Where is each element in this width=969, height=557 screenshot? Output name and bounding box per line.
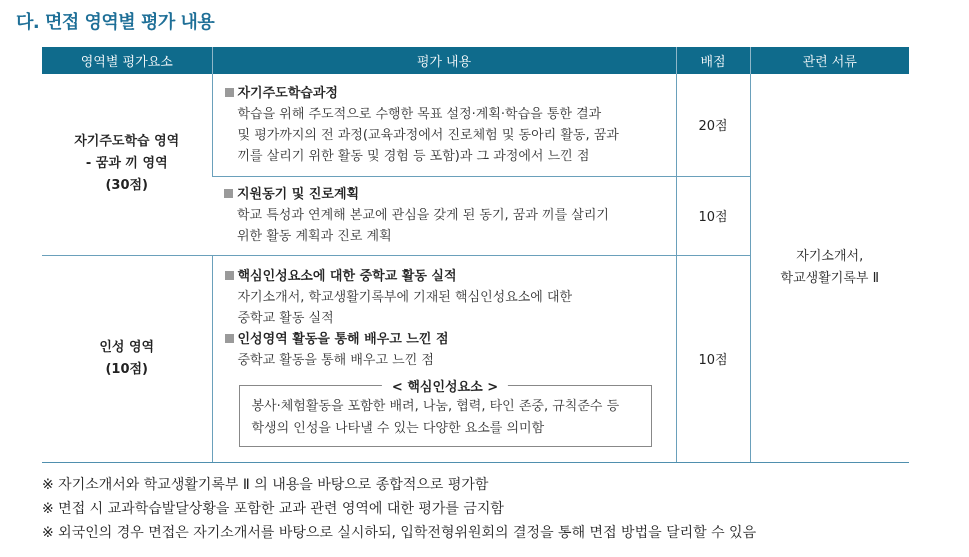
score-cell: 10점 xyxy=(676,176,750,255)
item-desc-line: 학교 특성과 연계해 본교에 관심을 갖게 된 동기, 꿈과 끼를 살리기 xyxy=(237,208,609,223)
area-score-line: (10점) xyxy=(105,361,149,377)
section-title: 다. 면접 영역별 평가 내용 xyxy=(16,12,215,33)
core-values-title: < 핵심인성요소 > xyxy=(382,376,508,395)
square-bullet-icon xyxy=(224,189,233,198)
square-bullet-icon xyxy=(225,271,234,280)
header-documents: 관련 서류 xyxy=(750,47,909,74)
footnotes xyxy=(42,473,756,545)
item-desc-line: 중학교 활동을 통해 배우고 느낀 점 xyxy=(237,353,434,368)
square-bullet-icon xyxy=(225,334,234,343)
header-content: 평가 내용 xyxy=(212,47,676,74)
item-heading: 인성영역 활동을 통해 배우고 느낀 점 xyxy=(225,329,666,350)
related-documents-cell xyxy=(750,74,909,462)
area-score-line: (30점) xyxy=(105,178,149,194)
area-name-line: 인성 영역 xyxy=(99,339,155,355)
item-desc-line: 자기소개서, 학교생활기록부에 기재된 핵심인성요소에 대한 xyxy=(237,290,573,305)
area-self-directed xyxy=(42,74,212,255)
content-cell xyxy=(212,176,676,255)
item-desc-line: 학습을 위해 주도적으로 수행한 목표 설정·계획·학습을 통한 결과 xyxy=(237,106,602,122)
item-heading: 자기주도학습과정 xyxy=(225,83,666,104)
footnote: ※ 외국인의 경우 면접은 자기소개서를 바탕으로 실시하되, 입학전형위원회의 결정을 통해 면접 방법을 달리할 수 있음 xyxy=(42,525,757,541)
area-name-line: - 꿈과 끼 영역 xyxy=(85,156,168,172)
item-heading: 지원동기 및 진로계획 xyxy=(224,184,666,205)
footnote: ※ 면접 시 교과학습발달상황을 포함한 교과 관련 영역에 대한 평가를 금지함 xyxy=(42,501,504,517)
table-row xyxy=(42,74,909,176)
content-cell xyxy=(212,74,676,176)
item-desc-line: 위한 활동 계획과 진로 계획 xyxy=(237,229,392,244)
item-desc-line: 끼를 살리기 위한 활동 및 경험 등 포함)과 그 과정에서 느낀 점 xyxy=(237,148,590,164)
core-values-line: 학생의 인성을 나타낼 수 있는 다양한 요소를 의미함 xyxy=(251,421,545,436)
footnote: ※ 자기소개서와 학교생활기록부 Ⅱ 의 내용을 바탕으로 종합적으로 평가함 xyxy=(42,477,489,493)
core-values-box xyxy=(239,380,652,447)
square-bullet-icon xyxy=(225,88,234,97)
table-header-row xyxy=(42,47,909,74)
item-heading: 핵심인성요소에 대한 중학교 활동 실적 xyxy=(225,266,666,287)
item-desc-line: 중학교 활동 실적 xyxy=(237,311,334,326)
core-values-line: 봉사·체험활동을 포함한 배려, 나눔, 협력, 타인 존중, 규칙준수 등 xyxy=(251,399,620,414)
score-cell: 20점 xyxy=(676,74,750,176)
header-score: 배점 xyxy=(676,47,750,74)
header-area: 영역별 평가요소 xyxy=(42,47,212,74)
score-cell: 10점 xyxy=(676,255,750,462)
area-character xyxy=(42,255,212,462)
related-doc-line: 자기소개서, xyxy=(796,248,864,264)
related-doc-line: 학교생활기록부 Ⅱ xyxy=(780,270,879,286)
item-desc-line: 및 평가까지의 전 과정(교육과정에서 진로체험 및 동아리 활동, 꿈과 xyxy=(237,127,619,143)
evaluation-table xyxy=(42,47,909,463)
area-name-line: 자기주도학습 영역 xyxy=(74,134,180,150)
content-cell xyxy=(212,255,676,462)
